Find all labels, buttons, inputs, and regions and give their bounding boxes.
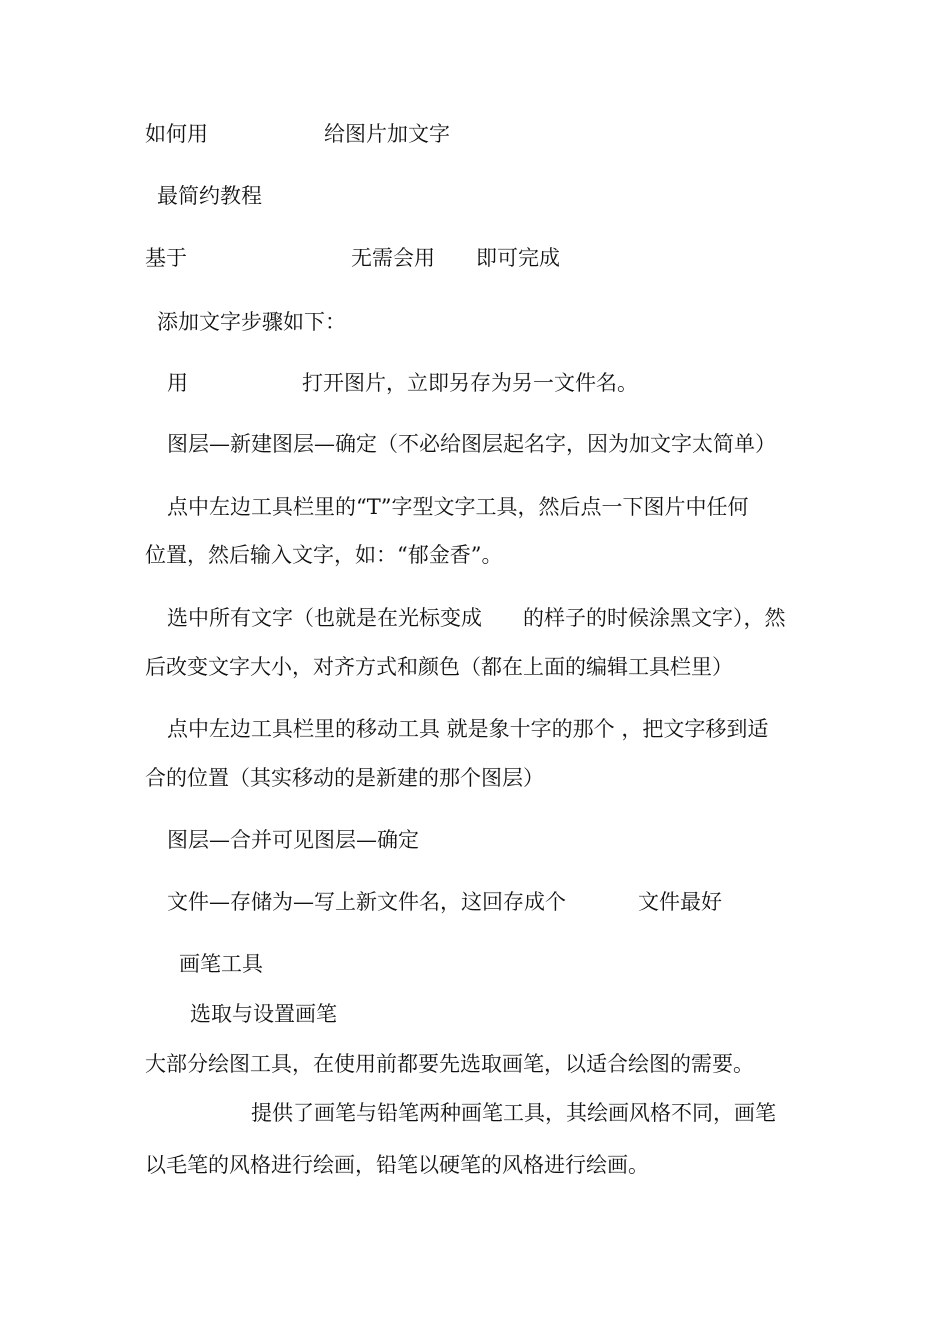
title-suffix: 给图片加文字 [324,122,450,146]
basis-prefix: 基于 [145,246,187,270]
basis-middle: 无需会用 [351,246,435,270]
step-1-prefix: 用 [167,371,188,395]
paragraph-2-line-2: 以毛笔的风格进行绘画，铅笔以硬笔的风格进行绘画。 [145,1153,649,1177]
step-6: 图层—合并可见图层—确定 [167,828,419,852]
step-3-line-2: 位置，然后输入文字，如：“郁金香”。 [145,543,503,567]
basis-suffix: 即可完成 [476,246,560,270]
step-1-text: 打开图片，立即另存为另一文件名。 [302,371,638,395]
step-7-text-b: 文件最好 [638,890,722,914]
step-7-text-a: 文件—存储为—写上新文件名，这回存成个 [167,890,566,914]
step-3-line-1: 点中左边工具栏里的“T”字型文字工具，然后点一下图片中任何 [167,495,749,519]
steps-intro: 添加文字步骤如下： [157,310,346,334]
step-5-line-2: 合的位置（其实移动的是新建的那个图层） [145,766,544,790]
paragraph-1: 大部分绘图工具，在使用前都要先选取画笔，以适合绘图的需要。 [145,1052,754,1076]
title-prefix: 如何用 [145,122,208,146]
subsection-heading: 选取与设置画笔 [190,1002,337,1026]
step-5-line-1: 点中左边工具栏里的移动工具 就是象十字的那个 ，把文字移到适 [167,717,769,741]
paragraph-2-line-1: 提供了画笔与铅笔两种画笔工具，其绘画风格不同，画笔 [251,1101,776,1125]
step-4-text-b: 的样子的时候涂黑文字），然 [523,606,786,630]
step-4-line-2: 后改变文字大小，对齐方式和颜色（都在上面的编辑工具栏里） [145,655,733,679]
subtitle: 最简约教程 [157,184,262,208]
section-heading: 画笔工具 [179,952,263,976]
step-2: 图层—新建图层—确定（不必给图层起名字，因为加文字太简单） [167,432,776,456]
step-4-text-a: 选中所有文字（也就是在光标变成 [167,606,482,630]
